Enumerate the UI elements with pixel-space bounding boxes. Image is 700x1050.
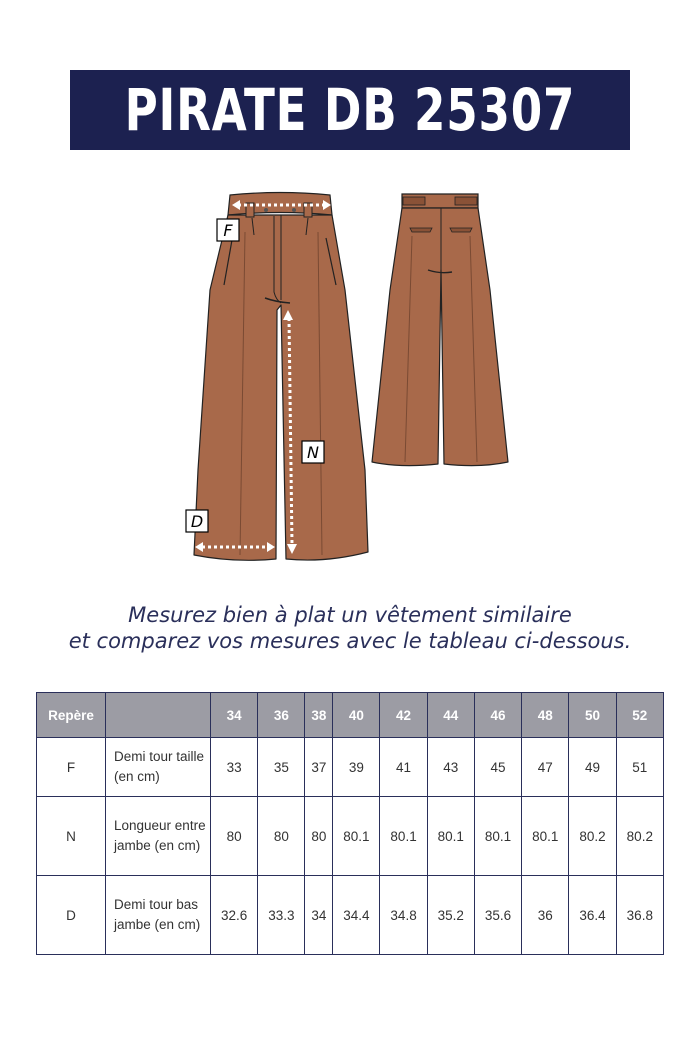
size-table-header: [37, 693, 664, 738]
table-cell: 43: [427, 738, 474, 797]
table-cell: 80.2: [616, 797, 663, 876]
header-size: 38: [305, 693, 333, 738]
marker-d: [186, 510, 208, 532]
table-cell: 37: [305, 738, 333, 797]
product-title: PIRATE DB 25307: [124, 76, 576, 144]
table-cell: 49: [569, 738, 616, 797]
marker-n: [302, 441, 324, 463]
row-code: D: [37, 876, 106, 955]
table-cell: 47: [522, 738, 569, 797]
table-cell: 35: [258, 738, 305, 797]
table-cell: 45: [474, 738, 521, 797]
table-cell: 34.4: [333, 876, 380, 955]
header-repere: Repère: [37, 693, 106, 738]
table-cell: 36.4: [569, 876, 616, 955]
table-cell: 80.1: [474, 797, 521, 876]
header-size: 50: [569, 693, 616, 738]
svg-text:N: N: [307, 443, 319, 462]
table-cell: 32.6: [211, 876, 258, 955]
table-cell: 36.8: [616, 876, 663, 955]
header-size: 46: [474, 693, 521, 738]
table-cell: 80: [258, 797, 305, 876]
table-row: [37, 876, 664, 955]
header-size: 52: [616, 693, 663, 738]
header-size: 48: [522, 693, 569, 738]
table-row: [37, 738, 664, 797]
table-cell: 33: [211, 738, 258, 797]
header-description: [106, 693, 211, 738]
header-size: 44: [427, 693, 474, 738]
table-cell: 80.1: [522, 797, 569, 876]
table-cell: 33.3: [258, 876, 305, 955]
pants-illustration: [0, 180, 700, 580]
table-row: [37, 797, 664, 876]
table-cell: 35.2: [427, 876, 474, 955]
table-cell: 41: [380, 738, 427, 797]
header-size: 34: [211, 693, 258, 738]
marker-f: [217, 219, 239, 241]
table-cell: 80.1: [427, 797, 474, 876]
row-code: N: [37, 797, 106, 876]
table-cell: 80.2: [569, 797, 616, 876]
size-table: [36, 692, 664, 955]
table-cell: 34.8: [380, 876, 427, 955]
table-cell: 80: [211, 797, 258, 876]
table-cell: 80: [305, 797, 333, 876]
table-cell: 36: [522, 876, 569, 955]
pants-front-view: [186, 193, 368, 561]
title-banner: [70, 70, 630, 150]
table-cell: 34: [305, 876, 333, 955]
row-code: F: [37, 738, 106, 797]
svg-text:D: D: [190, 512, 204, 531]
table-cell: 39: [333, 738, 380, 797]
measurement-instructions: [0, 602, 700, 654]
header-size: 42: [380, 693, 427, 738]
table-cell: 80.1: [380, 797, 427, 876]
instructions-line-1: Mesurez bien à plat un vêtement similaire: [128, 603, 572, 627]
header-size: 40: [333, 693, 380, 738]
row-description: Demi tour taille (en cm): [106, 738, 211, 797]
table-cell: 80.1: [333, 797, 380, 876]
row-description: Longueur entre jambe (en cm): [106, 797, 211, 876]
instructions-line-2: et comparez vos mesures avec le tableau ci-dessous.: [68, 629, 632, 653]
table-cell: 35.6: [474, 876, 521, 955]
row-description: Demi tour bas jambe (en cm): [106, 876, 211, 955]
pants-back-view: [372, 194, 508, 466]
header-size: 36: [258, 693, 305, 738]
table-cell: 51: [616, 738, 663, 797]
svg-text:F: F: [223, 221, 233, 240]
